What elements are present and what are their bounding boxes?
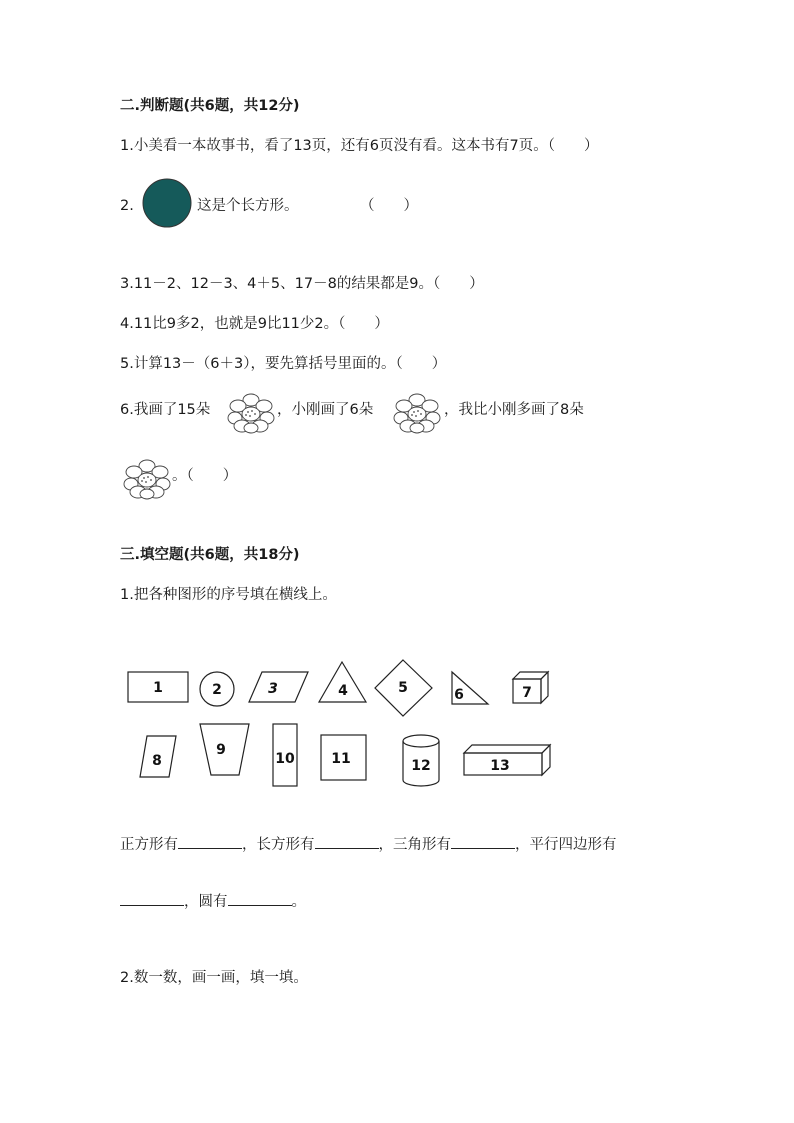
question-2-3: 3.11－2、12－3、4＋5、17－8的结果都是9。（ ） [120, 276, 484, 292]
shape-label: 1 [153, 680, 163, 696]
shape-label: 11 [331, 751, 351, 767]
shapes-figure [120, 650, 560, 795]
period: 。 [291, 894, 306, 910]
circle-shape-figure [141, 178, 195, 230]
shape-label: 8 [152, 753, 162, 769]
section-2-heading: 二.判断题(共6题，共12分) [120, 98, 300, 114]
shape-label: 7 [522, 685, 532, 701]
shape-label: 12 [411, 758, 431, 774]
flower-icon [392, 392, 442, 434]
shape-parallelogram-3 [249, 672, 308, 702]
question-2-6-part1: 6.我画了15朵 [120, 402, 211, 418]
section-3-heading: 三.填空题(共6题，共18分) [120, 547, 300, 563]
answer-paren: （ ） [360, 198, 418, 214]
shape-label: 5 [398, 680, 408, 696]
question-3-2: 2.数一数，画一画，填一填。 [120, 970, 308, 986]
flower-icon [122, 458, 172, 500]
question-2-6-part3: ，我比小刚多画了8朵 [444, 402, 584, 418]
fill-line-2 [120, 891, 306, 912]
label-circle: ，圆有 [184, 894, 228, 910]
shape-label: 3 [268, 681, 278, 697]
flower-icon [226, 392, 276, 434]
question-2-5: 5.计算13－（6＋3），要先算括号里面的。（ ） [120, 356, 447, 372]
answer-blank-parallelogram[interactable] [120, 891, 184, 906]
question-2-6-part4: 。（ ） [172, 468, 238, 484]
answer-blank-circle[interactable] [228, 891, 292, 906]
question-number: 2. [120, 198, 134, 214]
question-2-2 [120, 196, 134, 216]
question-2-4: 4.11比9多2，也就是9比11少2。（ ） [120, 316, 389, 332]
question-2-1: 1.小美看一本故事书，看了13页，还有6页没有看。这本书有7页。（ ） [120, 138, 599, 154]
question-2-6-part2: ，小刚画了6朵 [277, 402, 374, 418]
shape-label: 4 [338, 683, 348, 699]
label-triangle: ，三角形有 [378, 837, 451, 853]
shape-label: 9 [216, 742, 226, 758]
fill-line-1 [120, 834, 617, 855]
answer-blank-rectangle[interactable] [315, 834, 379, 849]
shape-label: 2 [212, 682, 222, 698]
question-3-1: 1.把各种图形的序号填在横线上。 [120, 587, 337, 603]
shape-label: 10 [275, 751, 295, 767]
label-rectangle: ，长方形有 [242, 837, 315, 853]
answer-blank-square[interactable] [178, 834, 242, 849]
question-2-2-text: 这是个长方形。 [197, 198, 299, 214]
answer-blank-triangle[interactable] [451, 834, 515, 849]
label-square: 正方形有 [120, 837, 178, 853]
label-parallelogram: ，平行四边形有 [515, 837, 617, 853]
shape-label: 13 [490, 758, 510, 774]
shape-label: 6 [454, 687, 464, 703]
